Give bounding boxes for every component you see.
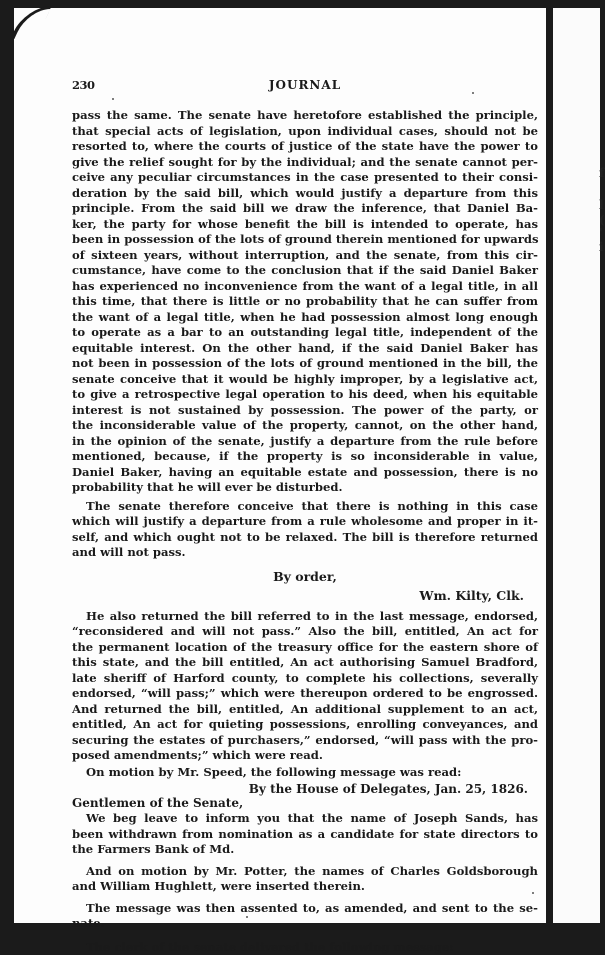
text-line: mentioned, because, if the property is so inconsiderable in value, bbox=[72, 449, 538, 465]
text-line: We beg leave to inform you that the name of Joseph Sands, has bbox=[72, 811, 538, 827]
paragraph-message-assented bbox=[72, 901, 538, 932]
message-salutation: Gentlemen of the Senate, bbox=[72, 796, 538, 810]
page-number: 230 bbox=[72, 78, 95, 92]
text-line: posed amendments;” which were read. bbox=[72, 748, 538, 764]
text-line: late sheriff of Harford county, to complete his collections, severally bbox=[72, 671, 538, 687]
text-line: which will justify a departure from a rule wholesome and proper in it- bbox=[72, 514, 538, 530]
paragraph-motion-potter bbox=[72, 864, 538, 895]
message-dateline: By the House of Delegates, Jan. 25, 1826. bbox=[72, 782, 538, 796]
scanned-page-right-edge bbox=[553, 8, 600, 923]
text-line: has experienced no inconvenience from the want of a legal title, in all bbox=[72, 279, 538, 295]
text-line: that special acts of legislation, upon individual cases, should not be bbox=[72, 124, 538, 140]
text-line: the want of a legal title, when he had possession almost long enough bbox=[72, 310, 538, 326]
text-line: been in possession of the lots of ground therein mentioned for upwards bbox=[72, 232, 538, 248]
text-line: principle. From the said bill we draw the inference, that Daniel Ba- bbox=[72, 201, 538, 217]
text-line: this state, and the bill entitled, An act authorising Samuel Bradford, bbox=[72, 655, 538, 671]
text-line: the permanent location of the treasury office for the eastern shore of bbox=[72, 640, 538, 656]
right-page-fragment: ' bbox=[599, 226, 603, 240]
scan-speck bbox=[472, 92, 474, 94]
text-line: On motion by Mr. Speed, the following message was read: bbox=[72, 765, 538, 781]
scan-speck bbox=[112, 98, 114, 100]
scan-speck bbox=[532, 892, 534, 894]
text-line: resorted to, where the courts of justice of the state have the power to bbox=[72, 139, 538, 155]
text-line: ceive any peculiar circumstances in the case presented to their consi- bbox=[72, 170, 538, 186]
paragraph-senate-conclusion bbox=[72, 499, 538, 561]
scan-speck bbox=[246, 916, 248, 918]
paragraph-clerk-delivered bbox=[72, 940, 538, 955]
text-line: endorsed, “will pass;” which were thereupon ordered to be engrossed. bbox=[72, 686, 538, 702]
text-line: The message was then assented to, as amended, and sent to the se- bbox=[72, 901, 538, 917]
page-content bbox=[72, 78, 538, 955]
text-line: ker, the party for whose benefit the bill is intended to operate, has bbox=[72, 217, 538, 233]
text-line: the Farmers Bank of Md. bbox=[72, 842, 538, 858]
text-line: And returned the bill, entitled, An additional supplement to an act, bbox=[72, 702, 538, 718]
by-order: By order, bbox=[72, 569, 538, 584]
text-line: interest is not sustained by possession. The power of the party, or bbox=[72, 403, 538, 419]
text-line: And on motion by Mr. Potter, the names of Charles Goldsborough bbox=[72, 864, 538, 880]
paragraph-returned-bills bbox=[72, 609, 538, 764]
running-title: JOURNAL bbox=[72, 78, 538, 92]
book-gutter bbox=[546, 8, 553, 923]
text-line: cumstance, have come to the conclusion that if the said Daniel Baker bbox=[72, 263, 538, 279]
paragraph-motion-speed bbox=[72, 765, 538, 781]
right-page-fragment: ( bbox=[599, 213, 605, 227]
text-line: He also returned the bill referred to in the last message, endorsed, bbox=[72, 609, 538, 625]
text-line: equitable interest. On the other hand, if the said Daniel Baker has bbox=[72, 341, 538, 357]
text-line: “reconsidered and will not pass.” Also the bill, entitled, An act for bbox=[72, 624, 538, 640]
text-line: the inconsiderable value of the property, cannot, on the other hand, bbox=[72, 418, 538, 434]
right-page-fragment: f bbox=[599, 166, 604, 180]
text-line: Daniel Baker, having an equitable estate and possession, there is no bbox=[72, 465, 538, 481]
text-line: not been in possession of the lots of ground mentioned in the bill, the bbox=[72, 356, 538, 372]
text-line: to operate as a bar to an outstanding legal title, independent of the bbox=[72, 325, 538, 341]
text-line: in the opinion of the senate, justify a departure from the rule before bbox=[72, 434, 538, 450]
right-page-fragment: i bbox=[599, 240, 604, 254]
text-line: nate. bbox=[72, 916, 538, 932]
text-line: and will not pass. bbox=[72, 545, 538, 561]
text-line: The senate therefore conceive that there is nothing in this case bbox=[72, 499, 538, 515]
clerk-signature: Wm. Kilty, Clk. bbox=[72, 588, 538, 603]
paragraph-senate-reasoning bbox=[72, 108, 538, 496]
text-line: deration by the said bill, which would justify a departure from this bbox=[72, 186, 538, 202]
text-line: securing the estates of purchasers,” endorsed, “will pass with the pro- bbox=[72, 733, 538, 749]
text-line: been withdrawn from nomination as a candidate for state directors to bbox=[72, 827, 538, 843]
text-line: probability that he will ever be disturbed. bbox=[72, 480, 538, 496]
page-header bbox=[72, 78, 538, 108]
text-line: give the relief sought for by the individual; and the senate cannot per- bbox=[72, 155, 538, 171]
text-line: of sixteen years, without interruption, and the senate, from this cir- bbox=[72, 248, 538, 264]
text-line: The clerk of the senate delivered the following message: bbox=[72, 940, 538, 955]
text-line: this time, that there is little or no probability that he can suffer from bbox=[72, 294, 538, 310]
text-line: senate conceive that it would be highly improper, by a legislative act, bbox=[72, 372, 538, 388]
text-line: pass the same. The senate have heretofore established the principle, bbox=[72, 108, 538, 124]
right-page-fragment: l bbox=[599, 198, 604, 212]
text-line: entitled, An act for quieting possessions, enrolling conveyances, and bbox=[72, 717, 538, 733]
paragraph-message-body bbox=[72, 811, 538, 858]
text-line: to give a retrospective legal operation to his deed, when his equitable bbox=[72, 387, 538, 403]
text-line: self, and which ought not to be relaxed. The bill is therefore returned bbox=[72, 530, 538, 546]
text-line: and William Hughlett, were inserted therein. bbox=[72, 879, 538, 895]
